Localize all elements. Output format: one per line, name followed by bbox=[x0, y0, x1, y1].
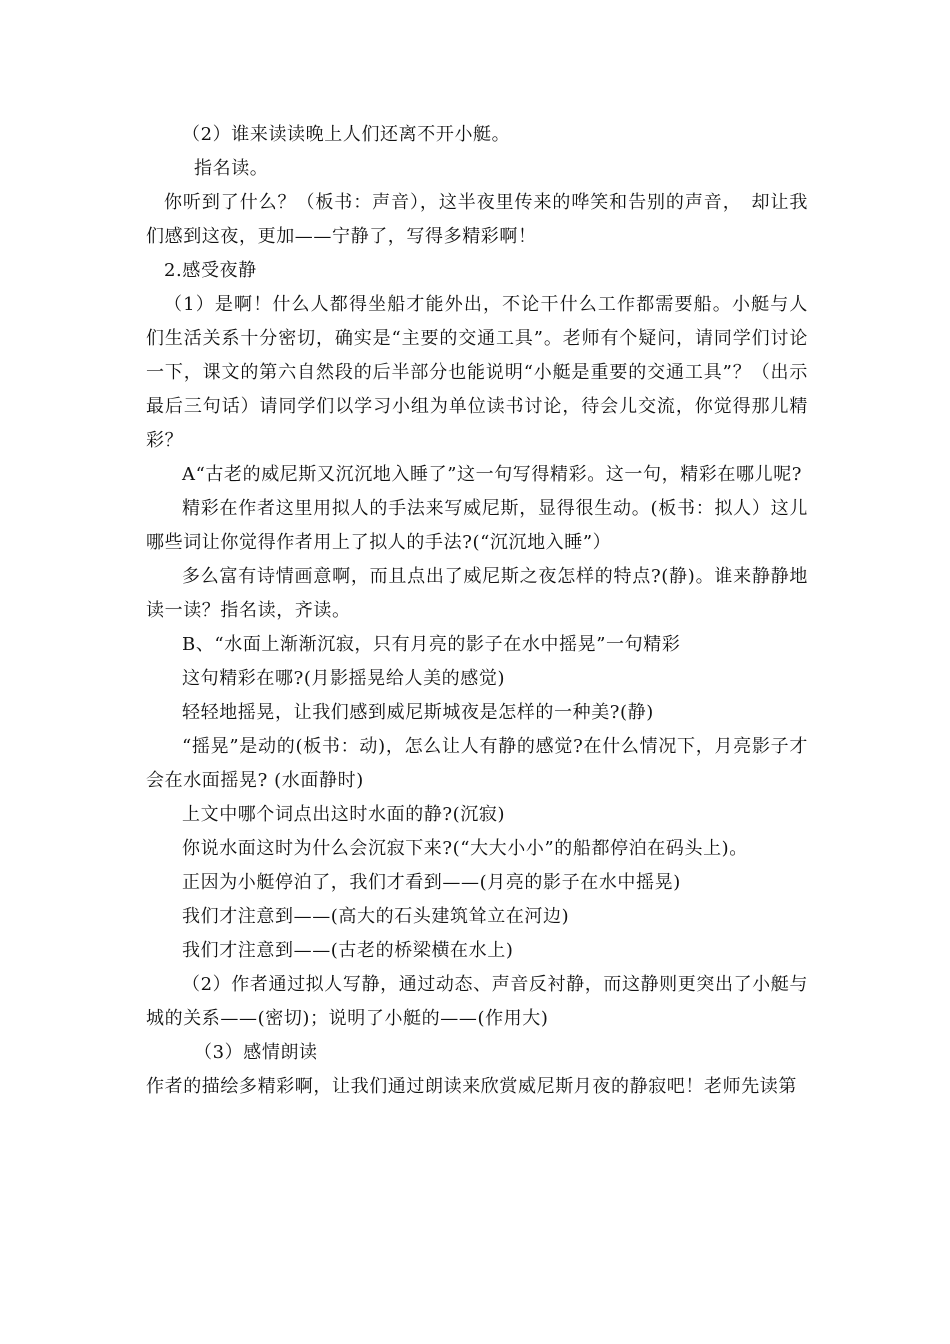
paragraph: （2）谁来读读晚上人们还离不开小艇。 bbox=[182, 124, 511, 145]
paragraph: 你听到了什么？（板书：声音），这半夜里传来的哗笑和告别的声音， 却让我们感到这夜，更加——宁静了，写得多精彩啊！ bbox=[146, 192, 808, 247]
paragraph: 我们才注意到——(古老的桥梁横在水上) bbox=[182, 940, 514, 961]
paragraph: 指名读。 bbox=[194, 158, 269, 179]
paragraph: 你说水面这时为什么会沉寂下来?(“大大小小”的船都停泊在码头上)。 bbox=[182, 838, 748, 859]
paragraph: 作者的描绘多精彩啊，让我们通过朗读来欣赏威尼斯月夜的静寂吧！老师先读第 bbox=[146, 1076, 797, 1097]
paragraph: A“古老的威尼斯又沉沉地入睡了”这一句写得精彩。这一句，精彩在哪儿呢? bbox=[182, 464, 803, 485]
paragraph: B、“水面上渐渐沉寂，只有月亮的影子在水中摇晃”一句精彩 bbox=[182, 634, 681, 655]
paragraph: 轻轻地摇晃，让我们感到威尼斯城夜是怎样的一种美?(静) bbox=[182, 702, 654, 723]
document-page bbox=[146, 118, 808, 1104]
paragraph: 精彩在作者这里用拟人的手法来写威尼斯，显得很生动。(板书：拟人）这儿哪些词让你觉得作者用上了拟人的手法?(“沉沉地入睡”） bbox=[146, 498, 808, 553]
paragraph: （2）作者通过拟人写静，通过动态、声音反衬静，而这静则更突出了小艇与城的关系——(密切)；说明了小艇的——(作用大) bbox=[146, 974, 808, 1029]
paragraph: 我们才注意到——(高大的石头建筑耸立在河边) bbox=[182, 906, 570, 927]
paragraph: 这句精彩在哪?(月影摇晃给人美的感觉) bbox=[182, 668, 506, 689]
section-heading: （3）感情朗读 bbox=[194, 1042, 318, 1063]
paragraph: 正因为小艇停泊了，我们才看到——(月亮的影子在水中摇晃) bbox=[182, 872, 681, 893]
paragraph: 上文中哪个词点出这时水面的静?(沉寂) bbox=[182, 804, 506, 825]
paragraph: “摇晃”是动的(板书：动)，怎么让人有静的感觉?在什么情况下，月亮影子才会在水面摇晃? (水面静时) bbox=[146, 736, 808, 791]
paragraph: （1）是啊！什么人都得坐船才能外出，不论干什么工作都需要船。小艇与人们生活关系十分密切，确实是“主要的交通工具”。老师有个疑问，请同学们讨论一下，课文的第六自然段的后半部分也能说明“小艇是重要的交通工具”？（出示最后三句话）请同学们以学习小组为单位读书讨论，待会儿交流，你觉得那儿精彩？ bbox=[146, 294, 808, 451]
section-heading: 2.感受夜静 bbox=[164, 260, 257, 281]
paragraph: 多么富有诗情画意啊，而且点出了威尼斯之夜怎样的特点?(静)。谁来静静地读一读？指名读，齐读。 bbox=[146, 566, 808, 621]
